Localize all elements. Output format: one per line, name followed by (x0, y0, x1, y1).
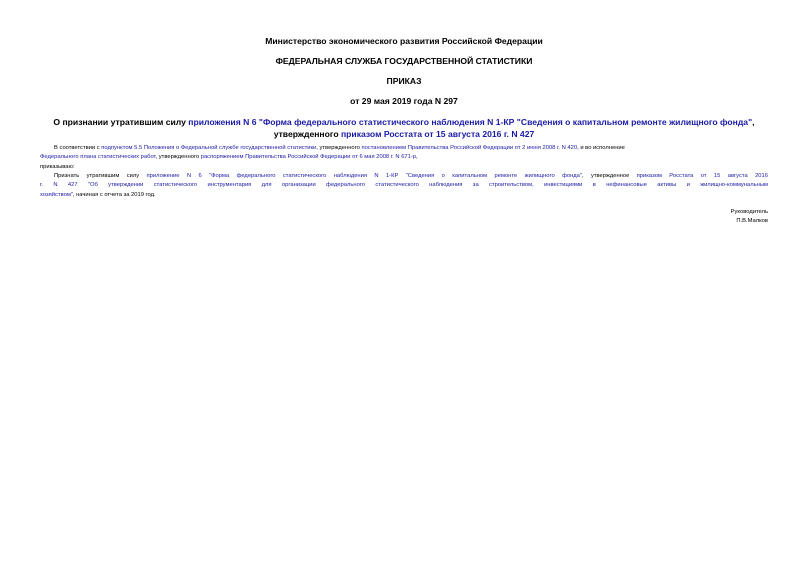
signature-name: П.В.Малков (736, 218, 768, 224)
basis-text-3: , и во исполнение (577, 145, 625, 151)
decision-text-1: Признать утратившим силу (54, 173, 147, 179)
basis-text-4: , утвержденного (155, 154, 201, 161)
link-order-427-part-2[interactable]: г. N 427 "Об утверждении статистического инструментария для организации федерального статистического наблюдения за строительством, инвестициями в нефинансовые активы и жилищно-коммунальным (40, 182, 768, 189)
basis-text-1: В соответствии с (54, 145, 102, 151)
title-line-1 (40, 116, 768, 128)
title-link-appendix[interactable]: приложения N 6 "Форма федерального статистического наблюдения N 1-КР "Сведения о капитальном ремонте жилищного фонда" (188, 117, 753, 127)
link-regulation-subclause[interactable]: подпунктом 5.5 Положения о Федеральной службе государственной статистики (101, 145, 317, 151)
document-title (40, 116, 768, 140)
paragraph-decision-line-2 (40, 181, 768, 190)
paragraph-decision-line-1 (40, 172, 768, 181)
paragraph-basis-line-1 (40, 144, 768, 153)
signature-position: Руководитель (730, 209, 768, 215)
paragraph-basis (40, 144, 768, 163)
document-date-number: от 29 мая 2019 года N 297 (350, 96, 458, 106)
link-appendix-6[interactable]: приложение N 6 "Форма федерального статистического наблюдения N 1-КР "Сведения о капитальном ремонте жилищного фонда" (146, 173, 582, 179)
service-name: ФЕДЕРАЛЬНАЯ СЛУЖБА ГОСУДАРСТВЕННОЙ СТАТИСТИКИ (275, 56, 533, 66)
link-federal-plan[interactable]: Федерального плана статистических работ (40, 154, 156, 161)
paragraph-basis-line-2 (40, 153, 768, 162)
ministry-name: Министерство экономического развития Российской Федерации (265, 36, 543, 46)
basis-text-5: , (416, 154, 418, 161)
title-comma: , (752, 117, 755, 127)
title-link-order[interactable]: приказом Росстата от 15 августа 2016 г. N 427 (340, 129, 535, 139)
document-type: ПРИКАЗ (386, 76, 422, 86)
title-mid: утвержденного (273, 129, 341, 139)
paragraph-decision-line-3 (40, 191, 768, 200)
title-prefix: О признании утратившим силу (53, 117, 189, 127)
title-line-2 (40, 128, 768, 140)
decision-text-3: , начиная с отчета за 2019 год. (72, 191, 156, 198)
link-order-427-part-1[interactable]: приказом Росстата от 15 августа 2016 (636, 173, 768, 179)
link-government-decree[interactable]: постановлением Правительства Российской Федерации от 2 июня 2008 г. N 420 (361, 145, 578, 151)
paragraph-decision (40, 172, 768, 200)
decision-text-2: , утвержденное (581, 173, 637, 179)
link-order-427-part-3[interactable]: хозяйством" (40, 191, 73, 198)
paragraph-order-word: приказываю: (40, 164, 75, 170)
basis-text-2: , утвержденного (316, 145, 362, 151)
link-government-order[interactable]: распоряжением Правительства Российской Федерации от 6 мая 2008 г. N 671-р (200, 154, 417, 161)
